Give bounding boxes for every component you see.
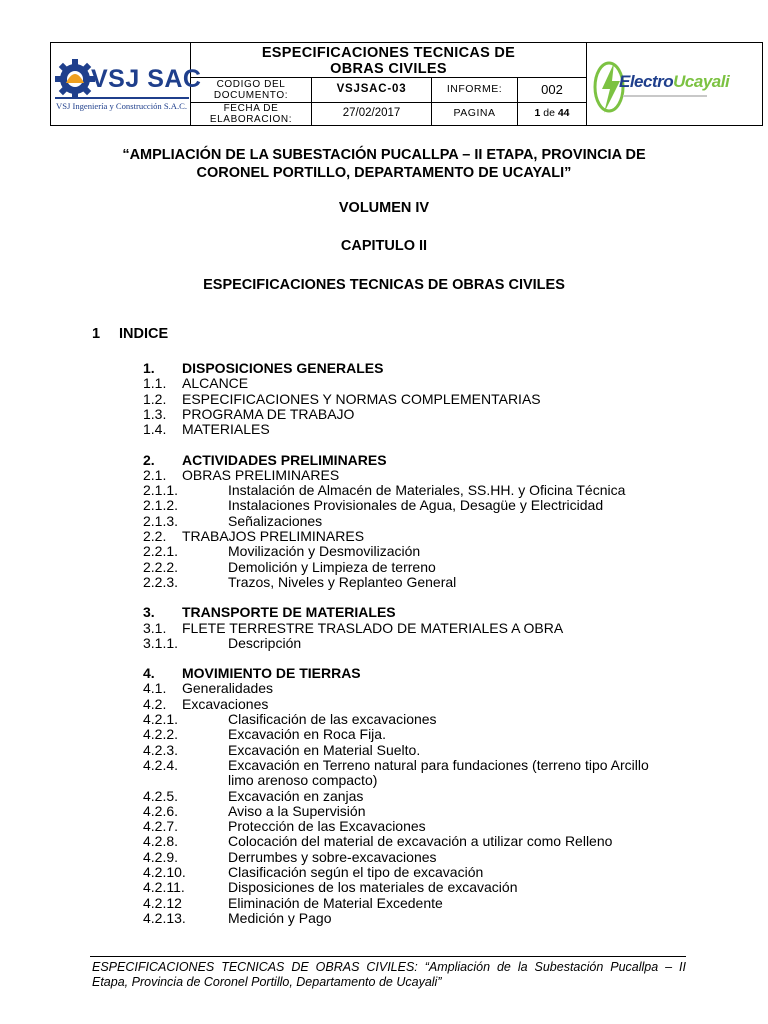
code-label: CODIGO DEL DOCUMENTO: (191, 78, 312, 102)
vsj-logo-rule (55, 97, 189, 99)
index-heading (92, 326, 168, 342)
toc-number: 2.1.2. (143, 497, 179, 514)
toc-text: ACTIVIDADES PRELIMINARES (182, 451, 387, 468)
document-header (50, 42, 763, 126)
toc-text: Medición y Pago (228, 909, 332, 926)
vsj-logo (51, 43, 202, 125)
title-line-1: ESPECIFICACIONES TECNICAS DE (261, 45, 516, 61)
toc-number: 3.1. (143, 619, 167, 636)
index-number: 1 (92, 326, 101, 342)
page-total: 44 (557, 107, 570, 119)
volume-heading: VOLUMEN IV (338, 200, 430, 216)
toc-text: Generalidades (182, 680, 274, 697)
logo-part-electro: Electro (619, 72, 674, 91)
toc-text: Eliminación de Material Excedente (228, 894, 443, 911)
toc-number: 4.2.10. (143, 864, 186, 880)
toc-text: Trazos, Niveles y Replanteo General (228, 573, 457, 590)
toc-number: 4.2.13. (143, 909, 186, 926)
toc-number: 1. (143, 360, 155, 376)
toc-number: 2.2. (143, 528, 167, 544)
toc-number: 3.1.1. (143, 634, 179, 651)
footer-lead: ESPECIFICACIONES TECNICAS DE OBRAS CIVILES: (92, 960, 418, 974)
toc-text: Protección de las Excavaciones (228, 818, 426, 835)
project-title-line-1: “AMPLIACIÓN DE LA SUBESTACIÓN PUCALLPA – II ETAPA, PROVINCIA DE (122, 147, 646, 163)
toc-text: FLETE TERRESTRE TRASLADO DE MATERIALES A OBRA (182, 619, 564, 636)
toc-number: 4.2.5. (143, 787, 179, 804)
toc-number: 1.4. (143, 421, 167, 438)
toc-text: Derrumbes y sobre-excavaciones (228, 848, 437, 865)
toc-text: Descripción (228, 634, 302, 651)
toc-number: 2.2.3. (143, 573, 179, 590)
logo-part-ucayali: Ucayali (673, 72, 730, 91)
toc-text: Excavación en Terreno natural para fundaciones (terreno tipo Arcillo (228, 756, 649, 773)
logo-slogan-mark (623, 95, 707, 97)
page-of: de (543, 107, 555, 119)
index-label: INDICE (119, 326, 169, 342)
chapter-title: ESPECIFICACIONES TECNICAS DE OBRAS CIVILES (203, 277, 565, 293)
toc-number: 2.2.1. (143, 543, 179, 560)
toc-text: Movilización y Desmovilización (228, 543, 421, 560)
footer-text: “Ampliación de la Subestación Pucallpa – II Etapa, Provincia de Coronel Portillo, Departamento de Ucayali” (92, 960, 686, 989)
footer-rule (90, 956, 686, 957)
toc-number: 4.2.11. (143, 879, 185, 896)
toc-text: Clasificación según el tipo de excavación (228, 864, 484, 880)
toc-text: ESPECIFICACIONES Y NORMAS COMPLEMENTARIAS (182, 390, 541, 407)
toc-number: 4.2.12 (143, 894, 182, 911)
toc-text: Excavaciones (182, 695, 269, 712)
toc-number: 4.2.9. (143, 848, 179, 865)
toc-text: DISPOSICIONES GENERALES (182, 360, 384, 376)
toc-number: 2.1.1. (143, 482, 179, 499)
toc-text: limo arenoso compacto) (228, 772, 378, 789)
page-number: 1 (534, 107, 541, 119)
toc-number: 4.2.8. (143, 833, 179, 850)
toc-text: MATERIALES (182, 421, 270, 438)
toc-text: Excavación en Material Suelto. (228, 741, 421, 758)
header-row-code (191, 78, 586, 103)
electro-ucayali-name (619, 72, 729, 92)
project-title-line-2: CORONEL PORTILLO, DEPARTAMENTO DE UCAYALI” (196, 165, 572, 181)
toc-text: OBRAS PRELIMINARES (182, 466, 340, 483)
page-footer (92, 960, 686, 990)
toc-number: 4.2.3. (143, 741, 179, 758)
toc-number: 4.2. (143, 695, 167, 712)
toc-text: Excavación en Roca Fija. (228, 726, 386, 743)
date-label: FECHA DE ELABORACION: (191, 102, 312, 126)
toc-text: Aviso a la Supervisión (228, 802, 366, 819)
electro-ucayali-logo (586, 43, 762, 125)
toc-number: 3. (143, 604, 155, 621)
toc-number: 4. (143, 665, 155, 682)
chapter-heading: CAPITULO II (340, 238, 428, 254)
toc-text: Demolición y Limpieza de terreno (228, 558, 436, 575)
toc-number: 1.1. (143, 375, 167, 392)
toc-text: Instalación de Almacén de Materiales, SS.HH. y Oficina Técnica (228, 482, 626, 499)
date-value: 27/02/2017 (312, 102, 432, 126)
toc-number: 4.2.4. (143, 756, 179, 773)
toc-text: TRABAJOS PRELIMINARES (182, 528, 365, 544)
title-line-2: OBRAS CIVILES (330, 61, 447, 77)
page-counter (518, 102, 586, 126)
toc-number: 4.2.2. (143, 726, 179, 743)
toc-text: Señalizaciones (228, 512, 323, 529)
vsj-logo-name: VSJ SAC (91, 65, 202, 93)
toc-number: 2.1.3. (143, 512, 179, 529)
report-value: 002 (541, 82, 563, 97)
toc-text: TRANSPORTE DE MATERIALES (182, 604, 396, 621)
page-label: PAGINA (432, 102, 518, 126)
toc-text: Excavación en zanjas (228, 787, 364, 804)
toc-text: Colocación del material de excavación a utilizar como Relleno (228, 833, 613, 850)
toc-number: 1.3. (143, 405, 167, 422)
toc-number: 2.1. (143, 466, 167, 483)
toc-number: 4.2.1. (143, 711, 179, 727)
toc-number: 1.2. (143, 390, 167, 407)
toc-text: Disposiciones de los materiales de excavación (228, 879, 518, 896)
report-label: INFORME: (432, 78, 518, 102)
toc-number: 4.2.7. (143, 818, 179, 835)
toc-number: 2. (143, 451, 155, 468)
header-row-date (191, 102, 586, 126)
toc-text: PROGRAMA DE TRABAJO (182, 405, 355, 422)
toc-text: ALCANCE (182, 375, 249, 392)
toc-number: 2.2.2. (143, 558, 179, 575)
document-type-title (191, 43, 586, 78)
toc-text: Instalaciones Provisionales de Agua, Desagüe y Electricidad (228, 497, 604, 514)
toc-text: Clasificación de las excavaciones (228, 711, 437, 727)
toc-number: 4.1. (143, 680, 167, 697)
vsj-logo-tagline: VSJ Ingeniería y Construcción S.A.C. (56, 101, 188, 111)
toc-number: 4.2.6. (143, 802, 179, 819)
code-value: VSJSAC-03 (312, 78, 432, 102)
toc-text: MOVIMIENTO DE TIERRAS (182, 665, 361, 682)
